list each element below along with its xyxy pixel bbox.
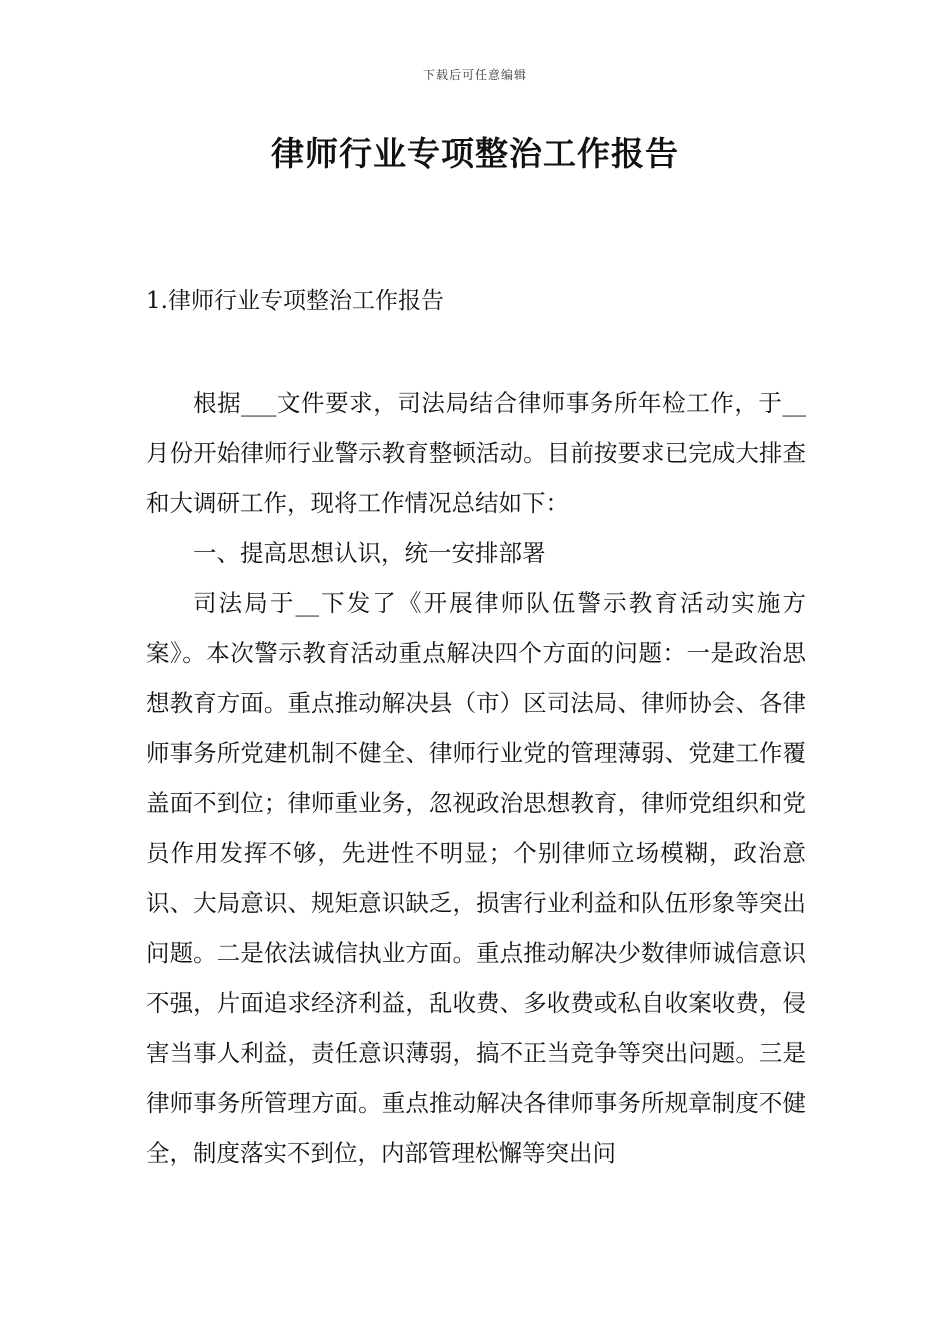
document-title: 律师行业专项整治工作报告 [271,134,679,173]
paragraph: 一、提高思想认识，统一安排部署 [193,539,546,567]
document-body [146,378,806,1178]
header-note: 下载后可任意编辑 [422,68,527,82]
paragraph: 司法局于__下发了《开展律师队伍警示教育活动实施方案》。本次警示教育活动重点解决四个方面的问题：一是政治思想教育方面。重点推动解决县（市）区司法局、律师协会、各律师事务所党建机制不健全、律师行业党的管理薄弱、党建工作覆盖面不到位；律师重业务，忽视政治思想教育，律师党组织和党员作用发挥不够，先进性不明显；个别律师立场模糊，政治意识、大局意识、规矩意识缺乏，损害行业利益和队伍形象等突出问题。二是依法诚信执业方面。重点推动解决少数律师诚信意识不强，片面追求经济利益，乱收费、多收费或私自收案收费，侵害当事人利益，责任意识薄弱，搞不正当竞争等突出问题。三是律师事务所管理方面。重点推动解决各律师事务所规章制度不健全，制度落实不到位，内部管理松懈等突出问 [146,589,806,1167]
section-heading: 1.律师行业专项整治工作报告 [146,288,444,314]
paragraph: 根据___文件要求，司法局结合律师事务所年检工作，于__月份开始律师行业警示教育整顿活动。目前按要求已完成大排查和大调研工作，现将工作情况总结如下： [146,389,806,517]
